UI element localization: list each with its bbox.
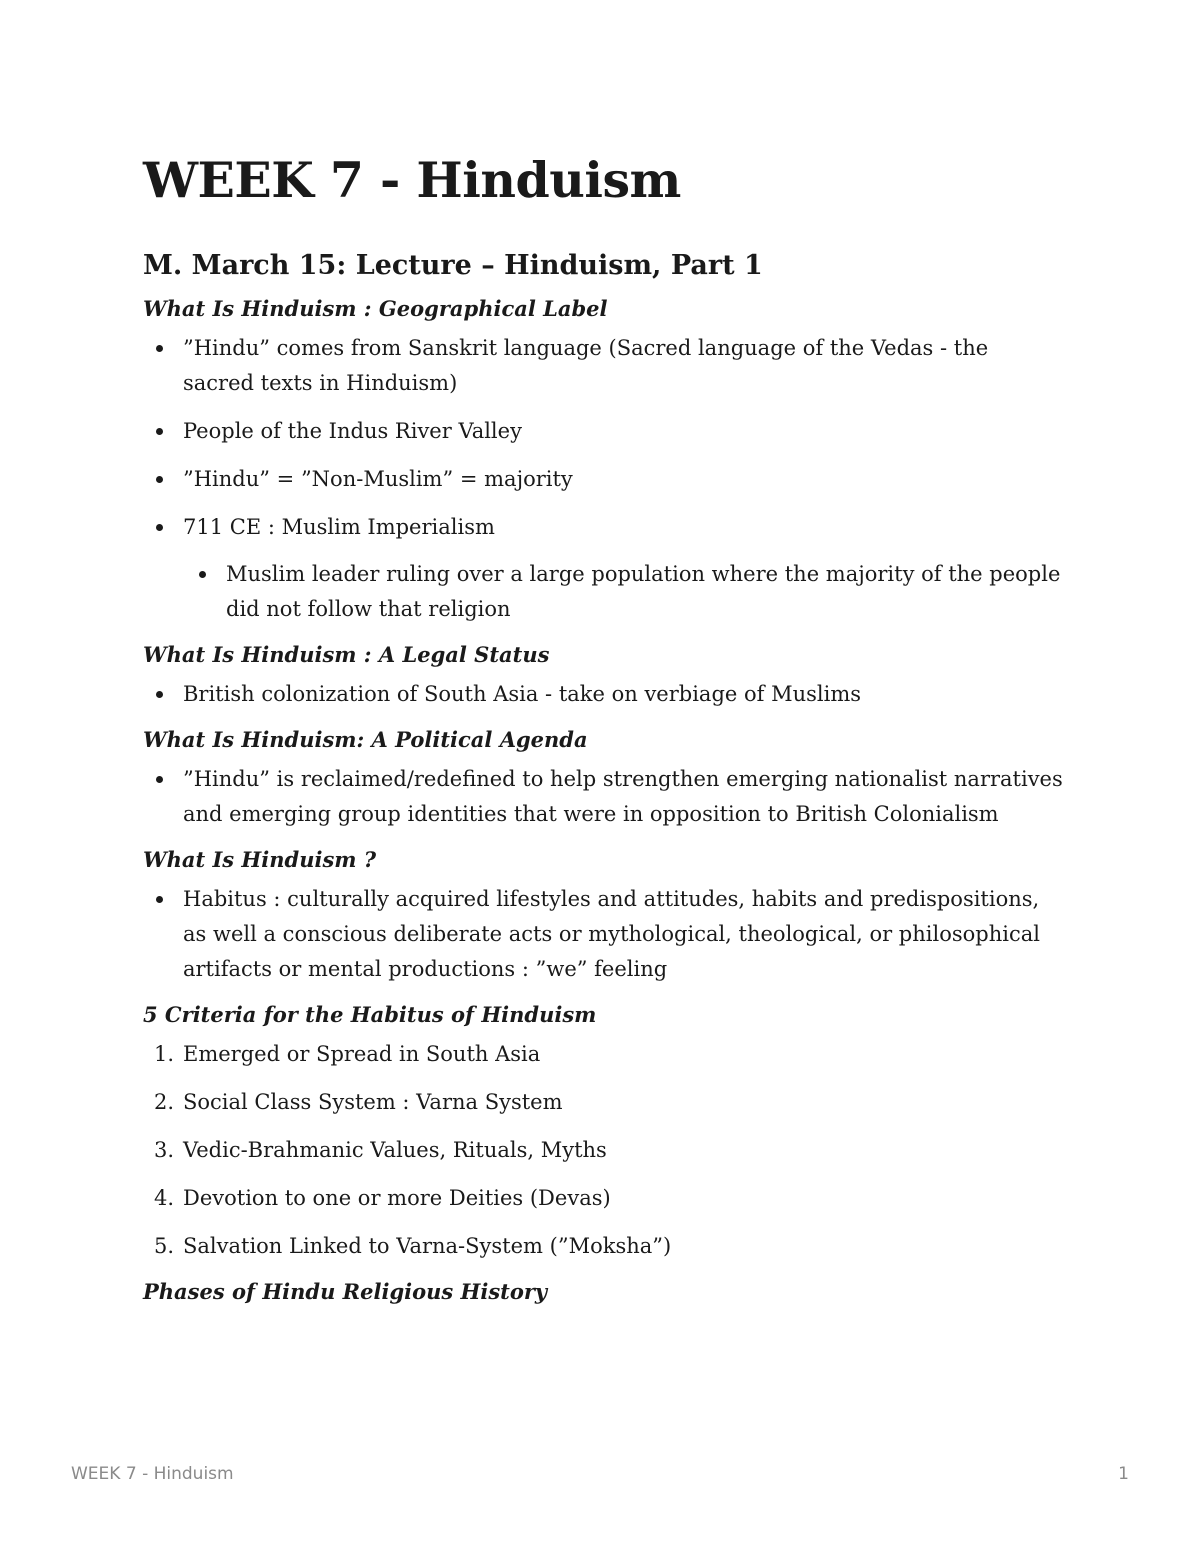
section-heading: What Is Hinduism: A Political Agenda [143, 727, 588, 752]
bullet-icon [156, 896, 163, 903]
bullet-icon [156, 776, 163, 783]
section-heading: What Is Hinduism : A Legal Status [143, 642, 550, 667]
list-item-text: Salvation Linked to Varna-System (”Moksha”) [183, 1234, 672, 1258]
list-item-text: ”Hindu” comes from Sanskrit language (Sacred language of the Vedas - the sacred texts in Hinduism) [183, 336, 989, 395]
section-heading: What Is Hinduism ? [143, 847, 377, 872]
numbered-list-item [143, 1181, 1063, 1216]
numbered-list [143, 1037, 1063, 1264]
bullet-icon [156, 691, 163, 698]
numbered-list-item [143, 1085, 1063, 1120]
bullet-icon [156, 345, 163, 352]
list-number: 3. [154, 1138, 175, 1162]
bullet-list [143, 677, 1063, 712]
bullet-icon [199, 571, 206, 578]
bullet-icon [156, 428, 163, 435]
list-item-text: ”Hindu” = ”Non-Muslim” = majority [183, 467, 573, 491]
page-content [143, 148, 1063, 1306]
list-item-text: Devotion to one or more Deities (Devas) [183, 1186, 611, 1210]
bullet-icon [156, 524, 163, 531]
numbered-list-item [143, 1229, 1063, 1264]
section-heading: Phases of Hindu Religious History [143, 1279, 548, 1304]
bullet-list [143, 882, 1063, 987]
list-number: 4. [154, 1186, 175, 1210]
page-title: WEEK 7 - Hinduism [143, 151, 681, 209]
list-item-text: Muslim leader ruling over a large population where the majority of the people did not follow that religion [226, 562, 1061, 621]
list-item [143, 762, 1063, 832]
list-item-text: British colonization of South Asia - take on verbiage of Muslims [183, 682, 862, 706]
list-item [143, 677, 1063, 712]
list-item [143, 882, 1063, 987]
list-item [143, 462, 1063, 497]
footer-title: WEEK 7 - Hinduism [71, 1464, 234, 1484]
section-heading: What Is Hinduism : Geographical Label [143, 296, 608, 321]
list-item [143, 331, 1063, 401]
list-item-text: 711 CE : Muslim Imperialism [183, 515, 495, 539]
list-item-text: Social Class System : Varna System [183, 1090, 563, 1114]
list-item-text: Habitus : culturally acquired lifestyles and attitudes, habits and predispositions, as well a conscious deliberate acts or mythological, theological, or philosophical artifacts or mental productions : ”we” feeling [183, 887, 1040, 981]
list-item [143, 510, 1063, 627]
bullet-icon [156, 476, 163, 483]
list-item-text: People of the Indus River Valley [183, 419, 522, 443]
list-number: 5. [154, 1234, 175, 1258]
numbered-list-item [143, 1133, 1063, 1168]
numbered-list-item [143, 1037, 1063, 1072]
nested-bullet-list [183, 557, 1063, 627]
list-number: 2. [154, 1090, 175, 1114]
nested-list-item [183, 557, 1063, 627]
lecture-heading: M. March 15: Lecture – Hinduism, Part 1 [143, 250, 763, 281]
list-number: 1. [154, 1042, 175, 1066]
list-item-text: ”Hindu” is reclaimed/redefined to help strengthen emerging nationalist narratives and emerging group identities that were in opposition to British Colonialism [183, 767, 1063, 826]
list-item-text: Emerged or Spread in South Asia [183, 1042, 541, 1066]
bullet-list [143, 331, 1063, 627]
list-item-text: Vedic-Brahmanic Values, Rituals, Myths [183, 1138, 607, 1162]
section-heading: 5 Criteria for the Habitus of Hinduism [143, 1002, 597, 1027]
list-item [143, 414, 1063, 449]
page-number: 1 [1118, 1464, 1129, 1484]
bullet-list [143, 762, 1063, 832]
